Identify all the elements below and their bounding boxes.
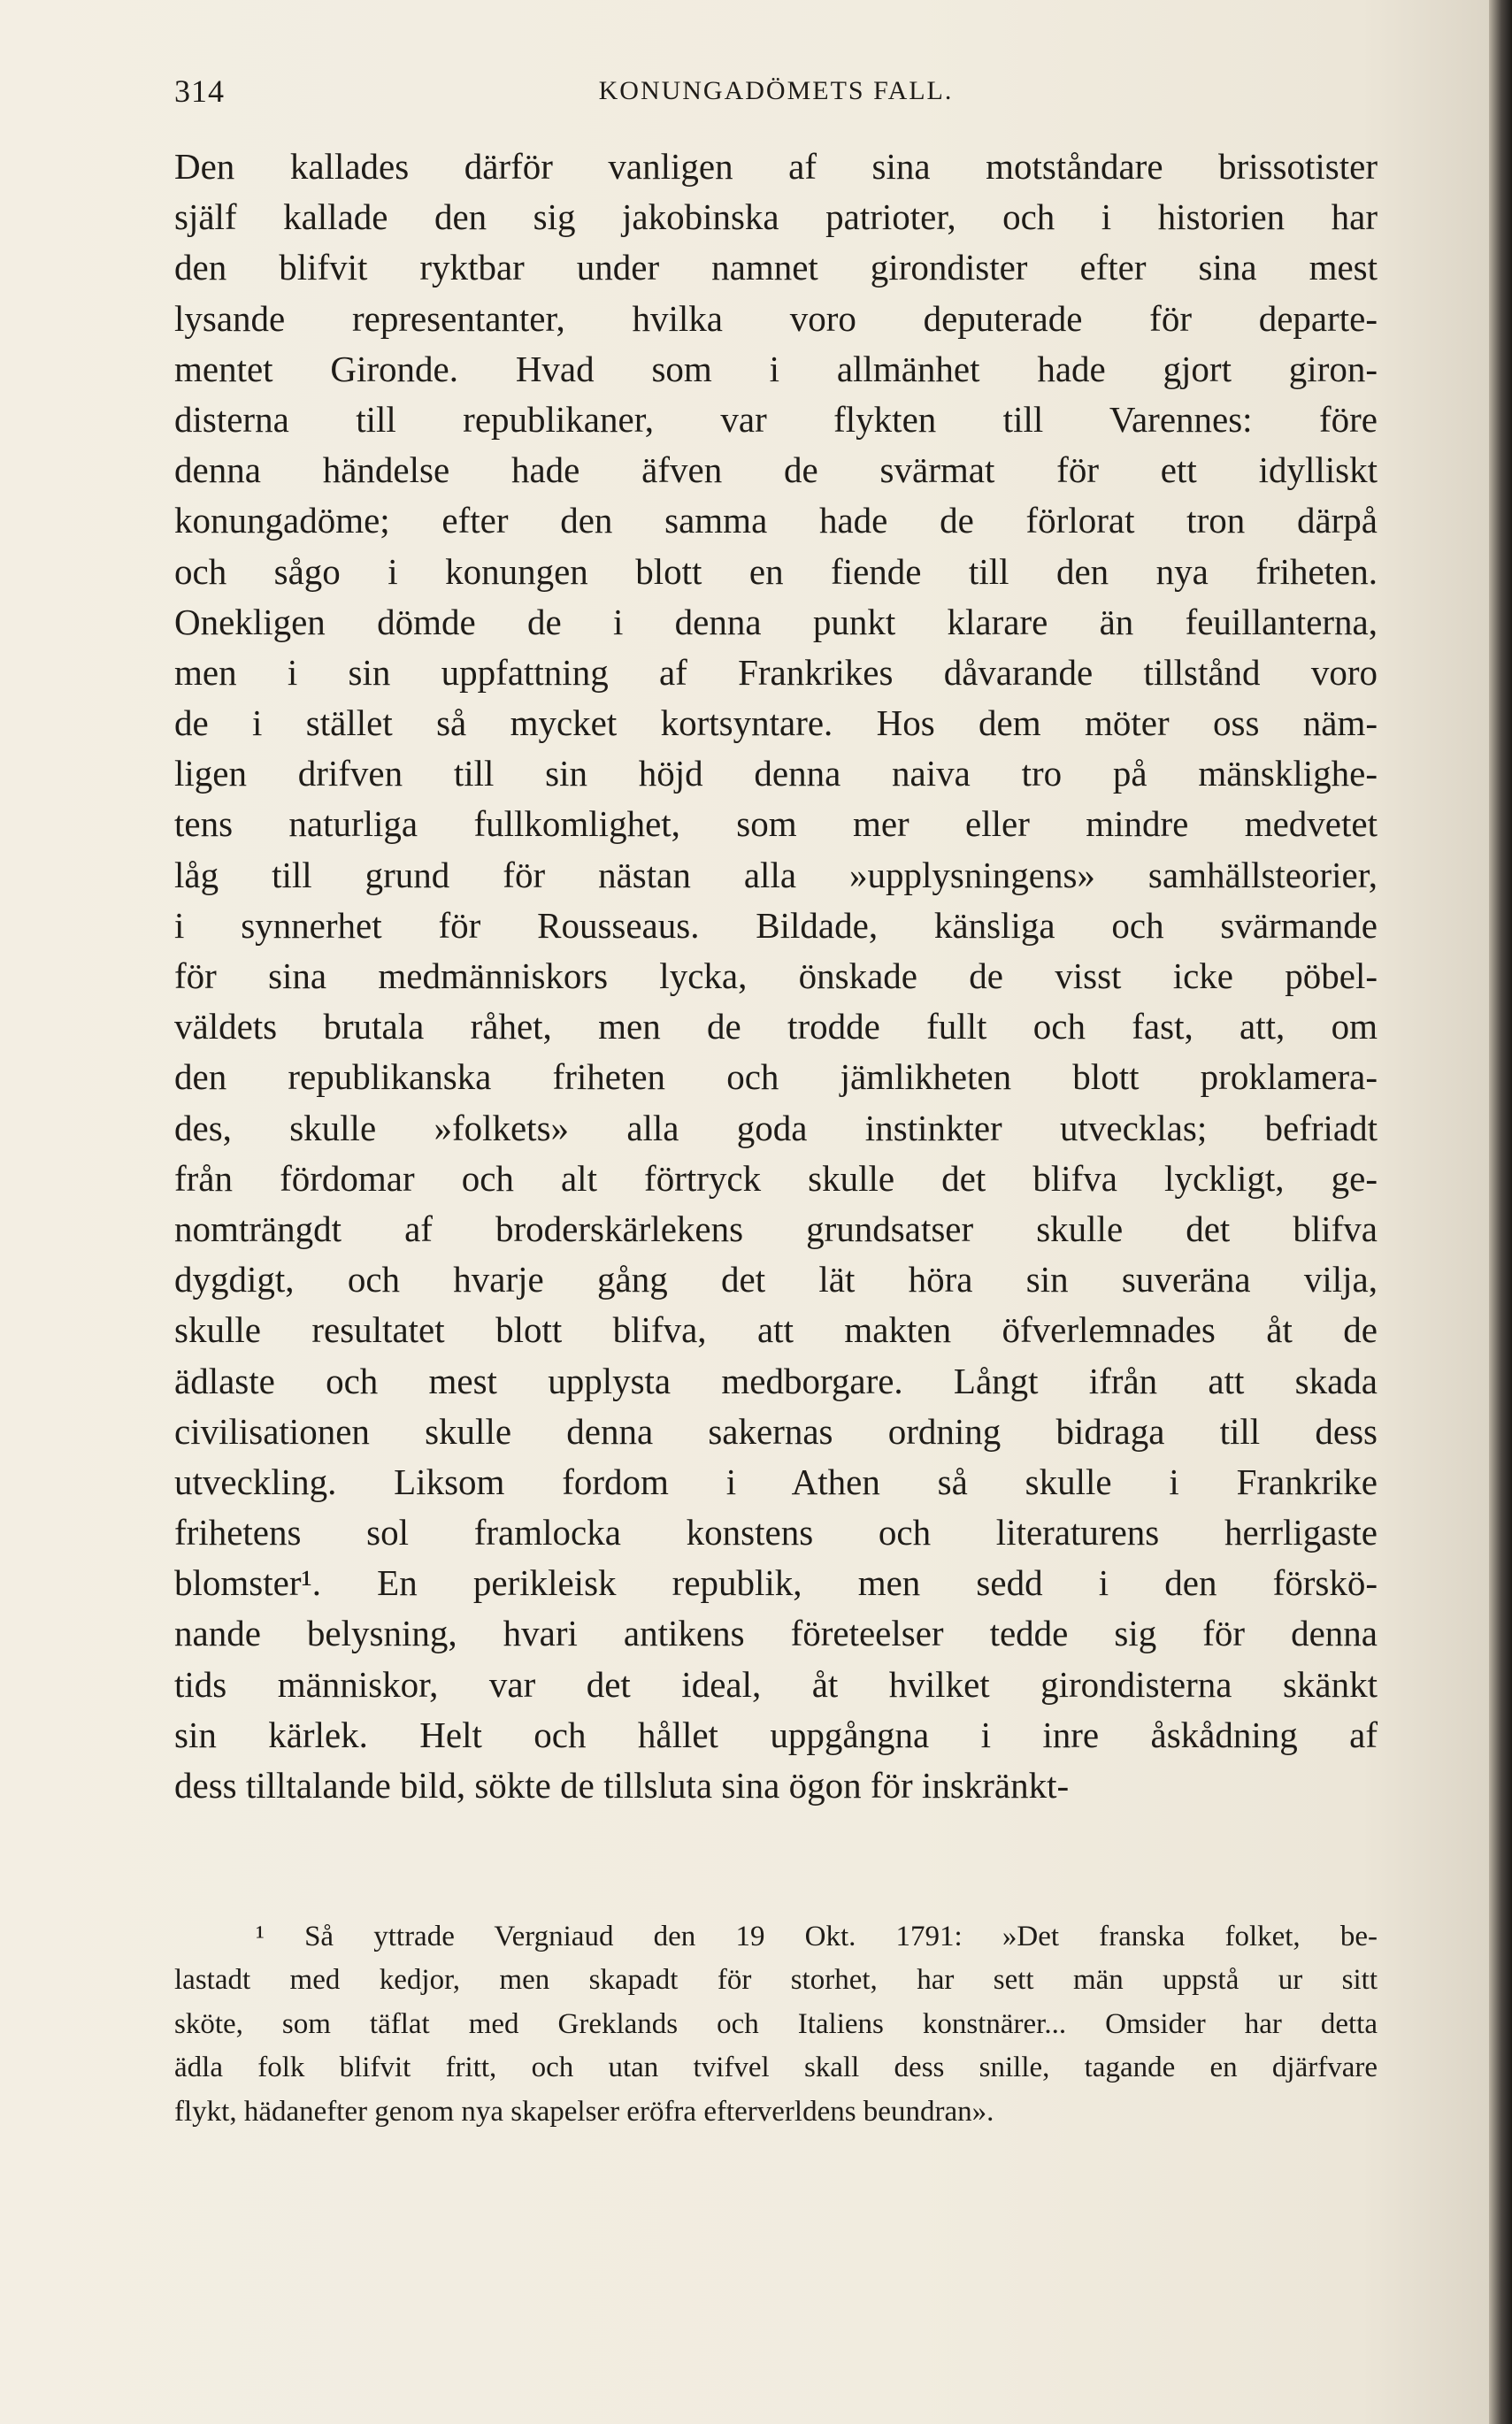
body-line: från fördomar och alt förtryck skulle det blifva lyckligt, ge-	[174, 1157, 1378, 1199]
body-line: i synnerhet för Rousseaus. Bildade, känsliga och svärmande	[174, 904, 1378, 946]
body-text	[174, 142, 1378, 1811]
footnote-line: ¹ Så yttrade Vergniaud den 19 Okt. 1791: »Det franska folket, be-	[256, 1921, 1378, 1952]
body-line: Onekligen dömde de i denna punkt klarare än feuillanterna,	[174, 601, 1378, 642]
body-line: frihetens sol framlocka konstens och literaturens herrligaste	[174, 1512, 1378, 1553]
body-line: ädlaste och mest upplysta medborgare. Långt ifrån att skada	[174, 1360, 1378, 1401]
footnote-line: ädla folk blifvit fritt, och utan tvifvel skall dess snille, tagande en djärfvare	[174, 2052, 1378, 2084]
body-line: och sågo i konungen blott en fiende till den nya friheten.	[174, 550, 1378, 592]
body-line: lysande representanter, hvilka voro deputerade för departe-	[174, 297, 1378, 339]
body-line: själf kallade den sig jakobinska patrioter, och i historien har	[174, 196, 1378, 238]
body-line: utveckling. Liksom fordom i Athen så skulle i Frankrike	[174, 1461, 1378, 1502]
body-line: mentet Gironde. Hvad som i allmänhet hade gjort giron-	[174, 348, 1378, 389]
body-line: tens naturliga fullkomlighet, som mer eller mindre medvetet	[174, 803, 1378, 845]
body-line: disterna till republikaner, var flykten till Varennes: före	[174, 398, 1378, 440]
body-line: des, skulle »folkets» alla goda instinkter utvecklas; befriadt	[174, 1107, 1378, 1148]
footnote-line: lastadt med kedjor, men skapadt för storhet, har sett män uppstå ur sitt	[174, 1964, 1378, 1997]
footnote-line: flykt, hädanefter genom nya skapelser eröfra efterverldens beundran».	[174, 2095, 994, 2128]
body-line: dess tilltalande bild, sökte de tillsluta sina ögon för inskränkt-	[174, 1765, 1070, 1806]
footnote-line: sköte, som täflat med Greklands och Italiens konstnärer... Omsider har detta	[174, 2007, 1378, 2040]
body-line: denna händelse hade äfven de svärmat för ett idylliskt	[174, 449, 1378, 491]
body-line: låg till grund för nästan alla »upplysningens» samhällsteorier,	[174, 854, 1378, 895]
body-line: för sina medmänniskors lycka, önskade de visst icke pöbel-	[174, 955, 1378, 996]
body-line: Den kallades därför vanligen af sina motståndare brissotister	[174, 146, 1378, 187]
body-line: skulle resultatet blott blifva, att makten öfverlemnades åt de	[174, 1309, 1378, 1351]
body-line: sin kärlek. Helt och hållet uppgångna i inre åskådning af	[174, 1714, 1378, 1755]
running-head	[174, 73, 1378, 117]
body-line: dygdigt, och hvarje gång det lät höra sin suveräna vilja,	[174, 1259, 1378, 1300]
body-line: civilisationen skulle denna sakernas ordning bidraga till dess	[174, 1410, 1378, 1452]
body-line: men i sin uppfattning af Frankrikes dåvarande tillstånd voro	[174, 651, 1378, 693]
footnote-block	[174, 1915, 1378, 2134]
body-line: ligen drifven till sin höjd denna naiva tro på mänsklighe-	[174, 753, 1378, 794]
body-line: blomster¹. En perikleisk republik, men sedd i den förskö-	[174, 1562, 1378, 1604]
body-line: nande belysning, hvari antikens företeelser tedde sig för denna	[174, 1613, 1378, 1654]
body-line: väldets brutala råhet, men de trodde fullt och fast, att, om	[174, 1006, 1378, 1047]
body-line: den blifvit ryktbar under namnet girondister efter sina mest	[174, 247, 1378, 288]
body-line: nomträngdt af broderskärlekens grundsatser skulle det blifva	[174, 1208, 1378, 1249]
page-number: 314	[174, 73, 225, 109]
body-line: tids människor, var det ideal, åt hvilket girondisterna skänkt	[174, 1663, 1378, 1705]
body-line: konungadöme; efter den samma hade de förlorat tron därpå	[174, 500, 1378, 541]
body-line: de i stället så mycket kortsyntare. Hos dem möter oss näm-	[174, 702, 1378, 744]
running-title: KONUNGADÖMETS FALL.	[598, 76, 954, 105]
book-spine-edge	[1489, 0, 1512, 2424]
body-line: den republikanska friheten och jämlikheten blott proklamera-	[174, 1056, 1378, 1098]
